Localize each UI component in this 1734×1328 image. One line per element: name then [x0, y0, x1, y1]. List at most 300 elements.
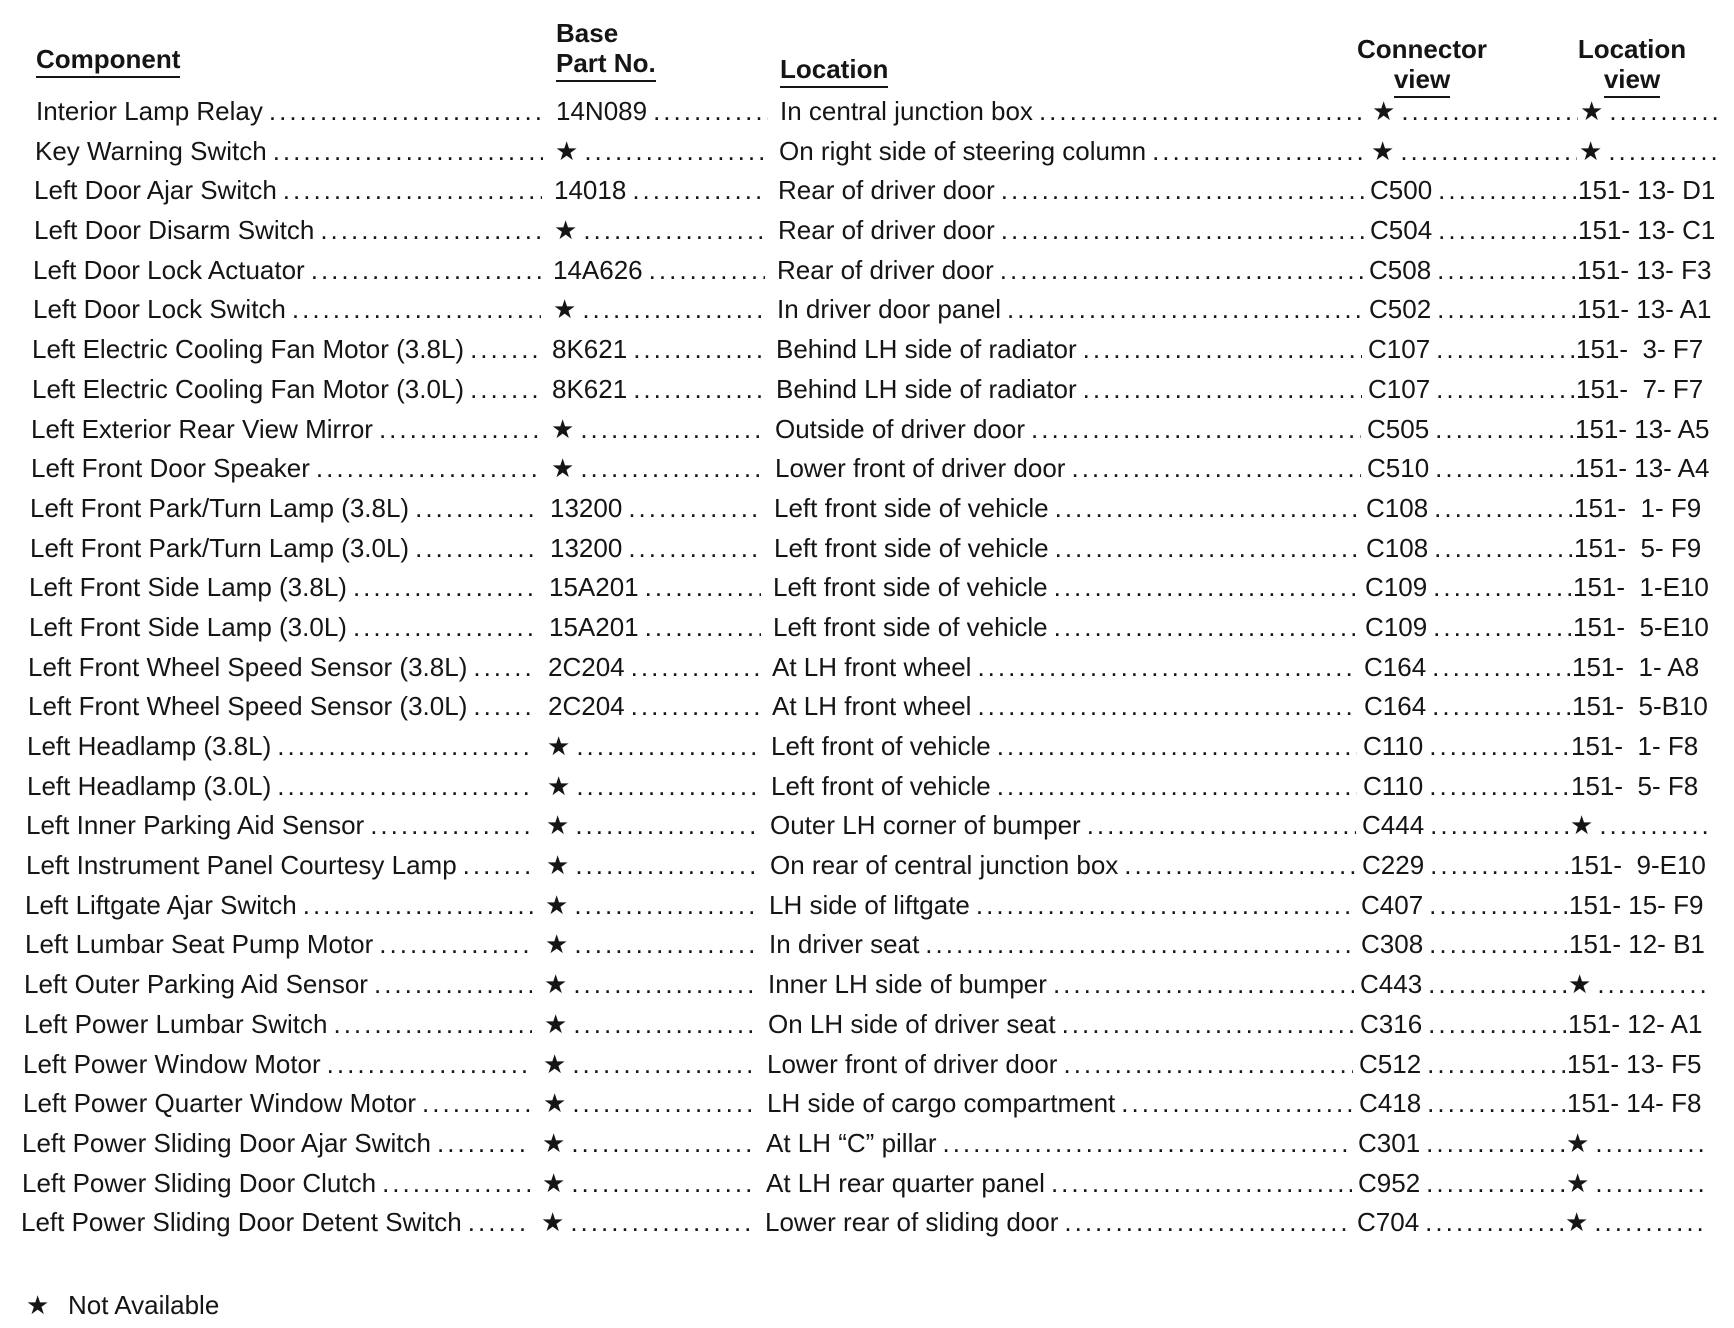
component-cell: [25, 925, 539, 965]
leader-dots: [473, 648, 536, 688]
table-row: [0, 925, 1723, 965]
location-view-ref: 151- 5- F9: [1574, 532, 1702, 563]
leader-dots: [633, 370, 764, 410]
location-view-ref: 151- 13- F5: [1567, 1048, 1702, 1079]
component-name: Left Headlamp (3.8L): [27, 731, 272, 761]
location-text: On rear of central junction box: [770, 850, 1119, 881]
component-cell: [26, 806, 540, 846]
part-cell: [553, 251, 771, 291]
leader-dots: [415, 489, 538, 529]
connector-id: C229: [1362, 850, 1425, 881]
leader-dots: [1001, 211, 1364, 251]
location-cell: [776, 370, 1368, 410]
part-number: ★: [543, 1048, 567, 1079]
connector-cell: [1359, 1084, 1571, 1124]
leader-dots: [1429, 886, 1567, 926]
component-table: [0, 92, 1734, 1243]
component-cell: [27, 767, 541, 807]
connector-id: C508: [1369, 254, 1432, 285]
table-row: [0, 410, 1729, 450]
leader-dots: [1124, 846, 1356, 886]
connector-id: C110: [1363, 731, 1424, 761]
location-view-cell: [1570, 846, 1720, 886]
part-cell: [554, 211, 772, 251]
location-view-ref: ★: [1566, 1127, 1590, 1158]
connector-id: C512: [1359, 1048, 1422, 1079]
component-name: Left Exterior Rear View Mirror: [31, 413, 373, 444]
location-text: Inner LH side of bumper: [768, 969, 1047, 1000]
location-text: On LH side of driver seat: [768, 1008, 1056, 1039]
component-name: Left Liftgate Ajar Switch: [25, 889, 297, 920]
connector-cell: [1363, 727, 1575, 767]
part-cell: [546, 846, 764, 886]
part-number: ★: [544, 1008, 568, 1039]
location-text: Left front of vehicle: [771, 731, 991, 761]
component-cell: [29, 608, 543, 648]
component-cell: [23, 1045, 537, 1085]
component-cell: [26, 846, 540, 886]
part-number: ★: [544, 969, 568, 1000]
part-cell: [543, 1084, 761, 1124]
part-number: ★: [541, 1207, 565, 1238]
location-view-cell: [1577, 251, 1727, 291]
connector-cell: [1357, 1203, 1569, 1243]
leader-dots: [571, 1164, 754, 1204]
leader-dots: [1000, 251, 1363, 291]
location-view-ref: 151- 13- A1: [1577, 294, 1712, 325]
part-cell: [549, 608, 767, 648]
leader-dots: [1438, 171, 1576, 211]
connector-id: C502: [1369, 294, 1432, 325]
part-cell: [548, 687, 766, 727]
connector-cell: [1358, 1164, 1570, 1204]
table-row: [0, 1203, 1719, 1243]
location-view-cell: [1579, 132, 1729, 172]
connector-id: C164: [1364, 651, 1427, 682]
leader-dots: [1039, 92, 1366, 132]
footnote: [26, 1290, 219, 1320]
footnote-text: Not Available: [68, 1290, 220, 1320]
location-view-ref: ★: [1568, 969, 1592, 1000]
connector-cell: [1370, 211, 1582, 251]
connector-cell: [1367, 410, 1579, 450]
header-connector-label: Connector: [1357, 34, 1487, 64]
location-view-ref: 151- 12- A1: [1568, 1008, 1703, 1039]
location-text: Left front side of vehicle: [774, 532, 1049, 563]
leader-dots: [1007, 290, 1363, 330]
component-cell: [29, 568, 543, 608]
leader-dots: [653, 92, 768, 132]
leader-dots: [1054, 608, 1359, 648]
table-row: [0, 608, 1727, 648]
part-number: ★: [551, 453, 575, 484]
part-number: 13200: [550, 492, 623, 523]
header-connector-view: [1340, 34, 1504, 98]
location-view-ref: 151- 5-E10: [1573, 611, 1709, 642]
table-row: [0, 211, 1732, 251]
part-cell: [547, 727, 765, 767]
component-cell: [31, 449, 545, 489]
connector-id: C504: [1370, 215, 1433, 246]
leader-dots: [1594, 1203, 1709, 1243]
header-base-label: Base: [556, 18, 619, 48]
component-name: Left Power Window Motor: [23, 1048, 321, 1079]
table-row: [0, 489, 1728, 529]
leader-dots: [1054, 568, 1359, 608]
component-cell: [32, 370, 546, 410]
part-number: ★: [553, 294, 577, 325]
location-view-cell: [1568, 965, 1718, 1005]
leader-dots: [1609, 92, 1724, 132]
connector-cell: [1367, 449, 1579, 489]
component-cell: [25, 886, 539, 926]
connector-id: C505: [1367, 413, 1430, 444]
part-cell: [556, 92, 774, 132]
leader-dots: [1053, 965, 1354, 1005]
leader-dots: [628, 529, 762, 569]
location-cell: [766, 1164, 1358, 1204]
location-cell: [777, 290, 1369, 330]
leader-dots: [1429, 925, 1567, 965]
part-cell: [545, 925, 763, 965]
location-view-cell: [1572, 687, 1722, 727]
leader-dots: [628, 489, 762, 529]
component-name: Key Warning Switch: [35, 135, 267, 166]
leader-dots: [997, 727, 1357, 767]
location-cell: [775, 410, 1367, 450]
location-view-ref: 151- 1-E10: [1573, 572, 1709, 603]
part-cell: [551, 449, 769, 489]
table-row: [0, 1164, 1720, 1204]
leader-dots: [1401, 92, 1578, 132]
part-number: 14018: [554, 175, 627, 206]
leader-dots: [576, 767, 759, 807]
connector-cell: [1362, 806, 1574, 846]
component-cell: [34, 211, 548, 251]
location-view-cell: [1578, 171, 1728, 211]
part-number: ★: [542, 1127, 566, 1158]
component-name: Left Front Wheel Speed Sensor (3.8L): [28, 651, 468, 682]
location-view-cell: [1571, 767, 1721, 807]
part-cell: [555, 132, 773, 172]
leader-dots: [1432, 648, 1570, 688]
location-view-ref: ★: [1570, 810, 1594, 841]
table-row: [0, 1005, 1722, 1045]
component-name: Left Door Lock Switch: [33, 294, 286, 325]
connector-cell: [1370, 171, 1582, 211]
part-cell: [553, 290, 771, 330]
component-name: Left Electric Cooling Fan Motor (3.0L): [32, 373, 465, 404]
leader-dots: [997, 767, 1357, 807]
location-view-ref: 151- 13- A4: [1575, 453, 1710, 484]
location-view-cell: [1578, 211, 1728, 251]
location-cell: [768, 965, 1360, 1005]
connector-id: ★: [1371, 135, 1395, 166]
leader-dots: [1434, 489, 1572, 529]
component-name: Interior Lamp Relay: [36, 96, 263, 126]
connector-id: C108: [1366, 492, 1429, 523]
leader-dots: [1055, 529, 1360, 569]
leader-dots: [977, 648, 1358, 688]
location-cell: [771, 767, 1363, 807]
leader-dots: [1429, 727, 1569, 767]
location-cell: [772, 648, 1364, 688]
leader-dots: [370, 806, 534, 846]
connector-id: C301: [1358, 1127, 1421, 1158]
component-name: Left Front Wheel Speed Sensor (3.0L): [28, 691, 468, 722]
location-view-cell: [1571, 727, 1721, 767]
component-cell: [21, 1203, 535, 1243]
table-row: [0, 1124, 1720, 1164]
leader-dots: [1430, 846, 1568, 886]
table-row: [0, 251, 1731, 291]
part-cell: [554, 171, 772, 211]
location-view-ref: 151- 13- A5: [1575, 413, 1710, 444]
leader-dots: [353, 568, 537, 608]
location-cell: [778, 211, 1370, 251]
connector-cell: [1366, 529, 1578, 569]
connector-id: ★: [1372, 96, 1396, 126]
connector-id: C316: [1360, 1008, 1423, 1039]
location-cell: [773, 568, 1365, 608]
leader-dots: [303, 886, 533, 926]
table-row: [0, 687, 1726, 727]
leader-dots: [1063, 1045, 1353, 1085]
connector-id: C107: [1368, 373, 1431, 404]
connector-cell: [1364, 687, 1576, 727]
part-cell: [552, 330, 770, 370]
part-cell: [552, 370, 770, 410]
header-part-no: [556, 18, 656, 82]
leader-dots: [1597, 965, 1712, 1005]
location-view-cell: [1565, 1203, 1715, 1243]
component-name: Left Door Ajar Switch: [34, 175, 277, 206]
component-name: Left Inner Parking Aid Sensor: [26, 810, 365, 841]
table-row: [0, 132, 1733, 172]
connector-id: C164: [1364, 691, 1427, 722]
connector-id: C308: [1361, 929, 1424, 960]
connector-cell: [1361, 925, 1573, 965]
part-number: ★: [542, 1167, 566, 1198]
location-text: Lower rear of sliding door: [765, 1207, 1059, 1238]
leader-dots: [1064, 1203, 1351, 1243]
part-cell: [549, 568, 767, 608]
leader-dots: [1083, 370, 1362, 410]
part-number: 15A201: [549, 611, 639, 642]
location-view-cell: [1573, 568, 1723, 608]
table-row: [0, 648, 1726, 688]
part-number: ★: [554, 215, 578, 246]
location-cell: [774, 529, 1366, 569]
component-cell: [30, 529, 544, 569]
leader-dots: [1437, 290, 1575, 330]
part-cell: [544, 965, 762, 1005]
leader-dots: [574, 886, 757, 926]
leader-dots: [649, 251, 765, 291]
connector-id: C443: [1360, 969, 1423, 1000]
location-view-ref: 151- 5-B10: [1572, 691, 1708, 722]
location-view-cell: [1575, 449, 1725, 489]
location-cell: [774, 489, 1366, 529]
location-view-cell: [1567, 1045, 1717, 1085]
connector-id: C109: [1365, 572, 1428, 603]
part-cell: [544, 1005, 762, 1045]
location-cell: [767, 1084, 1359, 1124]
location-view-cell: [1574, 489, 1724, 529]
component-name: Left Outer Parking Aid Sensor: [24, 969, 368, 1000]
connector-cell: [1363, 767, 1575, 807]
leader-dots: [1087, 806, 1356, 846]
leader-dots: [1437, 251, 1575, 291]
location-text: Rear of driver door: [778, 175, 995, 206]
leader-dots: [573, 1005, 756, 1045]
leader-dots: [283, 171, 542, 211]
leader-dots: [570, 1203, 753, 1243]
part-number: 15A201: [549, 572, 639, 603]
leader-dots: [580, 410, 763, 450]
header-component-label: Component: [36, 44, 180, 78]
connector-id: C407: [1361, 889, 1424, 920]
component-cell: [33, 290, 547, 330]
header-location-label: Location: [780, 54, 888, 88]
component-name: Left Power Lumbar Switch: [24, 1008, 328, 1039]
leader-dots: [470, 330, 540, 370]
leader-dots: [1435, 410, 1573, 450]
location-view-ref: 151- 15- F9: [1569, 889, 1704, 920]
component-name: Left Instrument Panel Courtesy Lamp: [26, 850, 457, 881]
part-number: 14N089: [556, 96, 648, 126]
connector-cell: [1360, 1005, 1572, 1045]
table-row: [0, 171, 1732, 211]
connector-id: C500: [1370, 175, 1433, 206]
leader-dots: [925, 925, 1355, 965]
leader-dots: [379, 925, 533, 965]
part-number: ★: [551, 413, 575, 444]
location-text: On right side of steering column: [779, 135, 1147, 166]
connector-cell: [1359, 1045, 1571, 1085]
table-row: [0, 370, 1730, 410]
leader-dots: [632, 171, 766, 211]
location-cell: [773, 608, 1365, 648]
leader-dots: [582, 290, 765, 330]
leader-dots: [353, 608, 537, 648]
table-row: [0, 767, 1725, 807]
location-cell: [767, 1045, 1359, 1085]
location-cell: [775, 449, 1367, 489]
part-number: 2C204: [548, 651, 625, 682]
connector-id: C110: [1363, 770, 1424, 801]
part-cell: [547, 767, 765, 807]
component-cell: [35, 132, 549, 172]
component-name: Left Front Door Speaker: [31, 453, 310, 484]
table-row: [0, 568, 1727, 608]
component-cell: [24, 965, 538, 1005]
part-cell: [543, 1045, 761, 1085]
connector-id: C109: [1365, 611, 1428, 642]
table-row: [0, 886, 1723, 926]
leader-dots: [1031, 410, 1361, 450]
leader-dots: [292, 290, 541, 330]
location-view-ref: 151- 1- A8: [1572, 651, 1700, 682]
leader-dots: [584, 132, 767, 172]
leader-dots: [273, 132, 543, 172]
location-cell: [769, 925, 1361, 965]
connector-cell: [1362, 846, 1574, 886]
leader-dots: [1121, 1084, 1353, 1124]
leader-dots: [1430, 806, 1568, 846]
leader-dots: [1425, 1203, 1563, 1243]
component-cell: [31, 410, 545, 450]
location-view-ref: 151- 9-E10: [1570, 850, 1706, 881]
component-name: Left Power Sliding Door Detent Switch: [21, 1207, 462, 1238]
location-text: Outside of driver door: [775, 413, 1026, 444]
table-row: [0, 449, 1729, 489]
leader-dots: [1427, 1045, 1565, 1085]
leader-dots: [422, 1084, 531, 1124]
component-name: Left Lumbar Seat Pump Motor: [25, 929, 374, 960]
location-text: At LH front wheel: [772, 691, 972, 722]
location-text: LH side of liftgate: [769, 889, 970, 920]
leader-dots: [1426, 1124, 1564, 1164]
location-view-ref: 151- 5- F8: [1571, 770, 1699, 801]
location-text: Left front of vehicle: [771, 770, 991, 801]
leader-dots: [463, 846, 534, 886]
component-cell: [22, 1124, 536, 1164]
location-cell: [770, 806, 1362, 846]
connector-id: C704: [1357, 1207, 1420, 1238]
location-cell: [780, 92, 1372, 132]
connector-cell: [1361, 886, 1573, 926]
leader-dots: [583, 211, 766, 251]
location-view-ref: 151- 13- F3: [1577, 254, 1712, 285]
location-view-ref: ★: [1565, 1207, 1589, 1238]
part-number: ★: [546, 850, 570, 881]
location-text: In driver door panel: [777, 294, 1002, 325]
leader-dots: [327, 1045, 531, 1085]
component-name: Left Power Quarter Window Motor: [23, 1088, 417, 1119]
part-number: 8K621: [552, 373, 628, 404]
location-cell: [779, 132, 1371, 172]
leader-dots: [1433, 568, 1571, 608]
leader-dots: [1055, 489, 1360, 529]
location-text: Lower front of driver door: [767, 1048, 1058, 1079]
connector-id: C444: [1362, 810, 1425, 841]
leader-dots: [1608, 132, 1723, 172]
header-location-view: [1566, 34, 1698, 98]
connector-cell: [1358, 1124, 1570, 1164]
location-view-cell: [1569, 886, 1719, 926]
connector-cell: [1365, 608, 1577, 648]
leader-dots: [1062, 1005, 1354, 1045]
location-view-ref: 151- 3- F7: [1576, 334, 1704, 365]
leader-dots: [1438, 211, 1576, 251]
location-view-cell: [1567, 1084, 1717, 1124]
leader-dots: [269, 92, 544, 132]
location-view-ref: 151- 1- F9: [1574, 492, 1702, 523]
leader-dots: [575, 846, 758, 886]
location-view-ref: 151- 7- F7: [1576, 373, 1704, 404]
leader-dots: [576, 727, 759, 767]
location-view-ref: 151- 14- F8: [1567, 1088, 1702, 1119]
connector-cell: [1369, 290, 1581, 330]
location-view-cell: [1576, 370, 1726, 410]
leader-dots: [631, 648, 760, 688]
location-view-ref: 151- 13- C1: [1578, 215, 1716, 246]
leader-dots: [1595, 1164, 1710, 1204]
location-view-ref: ★: [1566, 1167, 1590, 1198]
location-text: LH side of cargo compartment: [767, 1088, 1116, 1119]
leader-dots: [573, 965, 756, 1005]
